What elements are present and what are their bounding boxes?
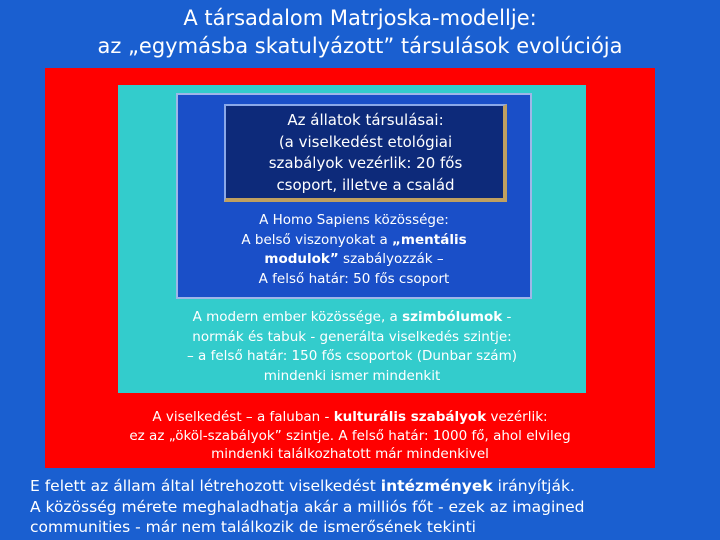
cultural-line-1-bold: kulturális szabályok <box>333 409 487 425</box>
homo-line-2 <box>176 231 532 251</box>
homo-sapiens-level-text <box>176 211 532 289</box>
bottom-line-1-suffix: irányítják. <box>492 477 575 495</box>
cultural-line-1-text: A viselkedést – a faluban - <box>152 409 334 425</box>
bottom-line-1-text: E felett az állam által létrehozott viselkedést <box>30 477 381 495</box>
modern-line-1 <box>118 308 586 328</box>
animal-line-1: Az állatok társulásai: <box>287 111 444 129</box>
modern-line-1-bold: szimbólumok <box>402 309 503 325</box>
bottom-line-1 <box>30 476 720 497</box>
homo-line-2-bold: „mentális <box>392 231 467 248</box>
title-line-2: az „egymásba skatulyázott” társulások evolúciója <box>97 34 623 58</box>
title-line-1: A társadalom Matrjoska-modellje: <box>183 6 537 30</box>
bottom-line-1-bold: intézmények <box>380 477 493 495</box>
homo-line-3-text: szabályozzák – <box>338 251 444 267</box>
animal-line-4: csoport, illetve a család <box>276 175 455 194</box>
state-level-text <box>30 476 720 538</box>
animal-line-3: szabályok vezérlik: 20 fős <box>268 154 463 172</box>
animal-line-2: (a viselkedést etológiai <box>278 132 453 151</box>
cultural-level-text <box>45 408 655 464</box>
homo-line-3-bold: modulok” <box>264 251 339 267</box>
homo-line-3 <box>176 250 532 270</box>
cultural-line-1-suffix: vezérlik: <box>486 409 548 425</box>
animal-level-text <box>226 110 505 196</box>
modern-line-3: – a felső határ: 150 fős csoportok (Dunbar szám) <box>187 348 517 364</box>
slide-title <box>0 4 720 60</box>
cultural-line-2: ez az „ököl-szabályok” szintje. A felső határ: 1000 fő, ahol elvileg <box>129 427 571 444</box>
homo-line-1: A Homo Sapiens közössége: <box>259 212 449 228</box>
bottom-line-2: A közösség mérete meghaladhatja akár a milliós főt - ezek az imagined <box>30 497 585 516</box>
homo-line-2-text: A belső viszonyokat a <box>241 231 393 248</box>
modern-line-1-suffix: - <box>502 309 512 325</box>
cultural-line-3: mindenki találkozhatott már mindenkivel <box>211 446 489 462</box>
modern-line-1-text: A modern ember közössége, a <box>192 309 403 325</box>
homo-line-4: A felső határ: 50 fős csoport <box>258 270 450 287</box>
bottom-line-3: communities - már nem találkozik de ismerősének tekinti <box>30 518 476 536</box>
cultural-line-1 <box>45 408 655 427</box>
modern-human-level-text <box>118 308 586 386</box>
modern-line-4: mindenki ismer mindenkit <box>263 367 441 384</box>
modern-line-2: normák és tabuk - generálta viselkedés szintje: <box>192 328 512 345</box>
